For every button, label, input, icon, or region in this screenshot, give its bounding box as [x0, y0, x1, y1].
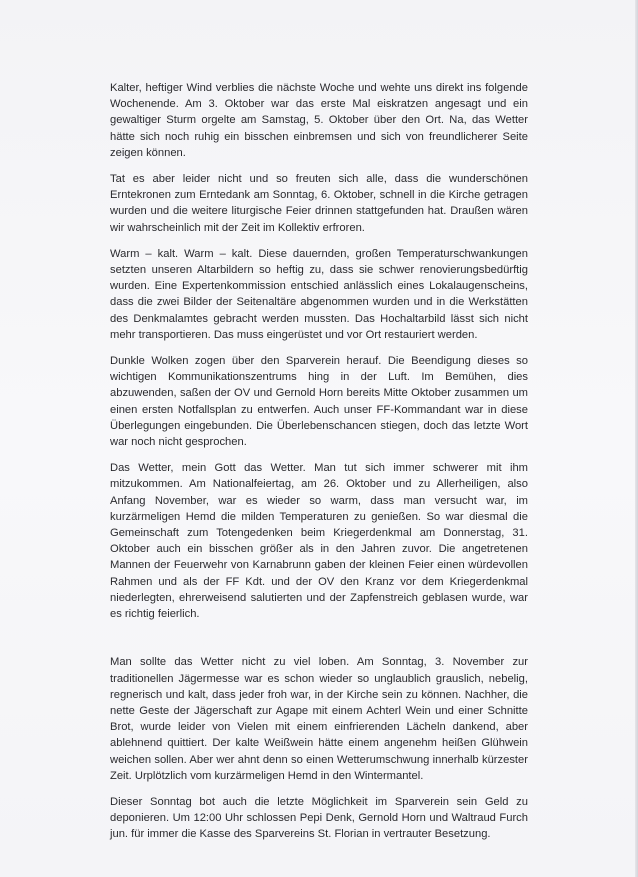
paragraph-3: Warm – kalt. Warm – kalt. Diese dauernden, großen Temperaturschwankungen setzten unseren Altarbildern so heftig zu, dass sie schwer renovierungsbedürftig wurden. Eine Expertenkommission entschied anlässlich eines Lokalaugenscheins, dass die zwei Bilder der Seitenaltäre abgenommen wurden und in die Werkstätten des Denkmalamtes gebracht werden mussten. Das Hochaltarbild lässt sich nicht mehr transportieren. Das muss eingerüstet und vor Ort restauriert werden.	[110, 247, 528, 341]
document-body	[110, 80, 528, 853]
paragraph-4: Dunkle Wolken zogen über den Sparverein herauf. Die Beendigung dieses so wichtigen Kommunikationszentrums hing in der Luft. Im Bemühen, dies abzuwenden, saßen der OV und Gernold Horn bereits Mitte Oktober zusammen um einen ersten Notfallsplan zu entwerfen. Auch unser FF-Kommandant war in diese Überlegungen eingebunden. Die Überlebenschancen stiegen, doch das letzte Wort war noch nicht gesprochen.	[110, 355, 528, 449]
paragraph-1: Kalter, heftiger Wind verblies die nächste Woche und wehte uns direkt ins folgende Wochenende. Am 3. Oktober war das erste Mal eiskratzen angesagt und ein gewaltiger Sturm orgelte am Samstag, 5. Oktober über den Ort. Na, das Wetter hätte sich noch ruhig ein bisschen einbremsen und sich von freundlicherer Seite zeigen können.	[110, 82, 528, 159]
paragraph-5: Das Wetter, mein Gott das Wetter. Man tut sich immer schwerer mit ihm mitzukommen. Am Nationalfeiertag, am 26. Oktober und zu Allerheiligen, also Anfang November, war es wieder so warm, dass man versucht war, im kurzärmeligen Hemd die milden Temperaturen zu genießen. So war diesmal die Gemeinschaft zum Totengedenken beim Kriegerdenkmal am Donnerstag, 31. Oktober auch ein bisschen größer als in den Jahren zuvor. Die angetretenen Mannen der Feuerwehr von Karnabrunn gaben der kleinen Feier einen würdevollen Rahmen und als der FF Kdt. und der OV den Kranz vor dem Kriegerdenkmal niederlegten, ehrerweisend salutierten und der Zapfenstreich geblasen wurde, war es richtig feierlich.	[110, 462, 528, 621]
paragraph-2: Tat es aber leider nicht und so freuten sich alle, dass die wunderschönen Erntekronen zum Erntedank am Sonntag, 6. Oktober, schnell in die Kirche getragen wurden und die weitere liturgische Feier drinnen stattgefunden hat. Draußen wären wir wahrscheinlich mit der Zeit im Kollektiv erfroren.	[110, 173, 528, 234]
paragraph-7: Dieser Sonntag bot auch die letzte Möglichkeit im Sparverein sein Geld zu deponieren. Um 12:00 Uhr schlossen Pepi Denk, Gernold Horn und Waltraud Furch jun. für immer die Kasse des Sparvereins St. Florian in vertrauter Besetzung.	[110, 795, 528, 841]
paragraph-6: Man sollte das Wetter nicht zu viel loben. Am Sonntag, 3. November zur traditionellen Jägermesse war es schon wieder so unglaublich grauslich, nebelig, regnerisch und kalt, dass jeder froh war, in der Kirche sein zu können. Nachher, die nette Geste der Jägerschaft zur Agape mit einem Achterl Wein und einer Schnitte Brot, wurde leider von Vielen mit einem einfrierenden Lächeln dankend, aber ablehnend quittiert. Der kalte Weißwein hätte einem angenehm heißen Glühwein weichen sollen. Aber wer ahnt denn so einen Wetterumschwung innerhalb kürzester Zeit. Urplötzlich vom kurzärmeligen Hemd in den Wintermantel.	[110, 656, 528, 782]
